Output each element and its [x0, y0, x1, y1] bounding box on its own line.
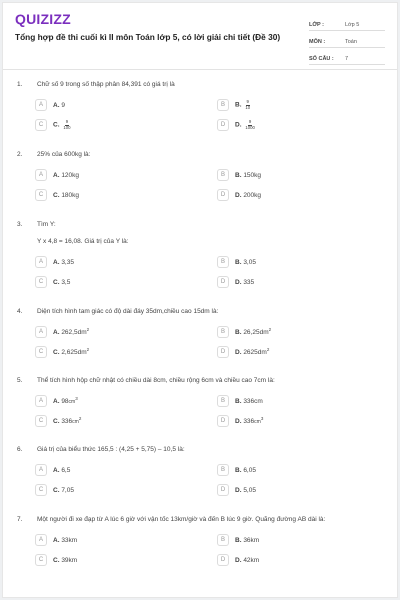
answer-option-c[interactable] [35, 188, 185, 202]
meta-key: MÔN : [309, 39, 326, 45]
option-text: B. $\frac{9}{10}$ [235, 99, 251, 110]
answer-option-a[interactable] [35, 325, 185, 339]
option-letter-box: D [217, 415, 229, 427]
option-letter-box: A [35, 464, 47, 476]
question-number: 6. [17, 446, 23, 453]
option-letter-box: B [217, 99, 229, 111]
fraction: $\frac{9}{1000}$ [245, 119, 255, 130]
worksheet-meta [309, 15, 385, 66]
question-text: Một người đi xe đạp từ A lúc 6 giờ với vận tốc 13km/giờ và đến B lúc 9 giờ. Quãng đường AB dài là: [37, 516, 326, 523]
answer-option-c[interactable] [35, 483, 185, 497]
option-text: B. 6,05 [235, 466, 256, 474]
option-text: B. 36km [235, 536, 260, 544]
fraction: $\frac{9}{10}$ [245, 99, 251, 110]
option-letter-box: D [217, 189, 229, 201]
answer-option-b[interactable] [217, 255, 367, 269]
question-subtext: Y x 4,8 = 16,08. Giá trị của Y là: [37, 238, 129, 245]
option-text: C. 7,05 [53, 486, 74, 494]
option-text: D. 42km [235, 556, 260, 564]
meta-value: Toán [345, 39, 357, 45]
option-letter-box: A [35, 395, 47, 407]
question-number: 1. [17, 81, 23, 88]
question-text: Tìm Y: [37, 221, 56, 228]
option-letter-box: D [217, 346, 229, 358]
option-letter-box: B [217, 464, 229, 476]
option-letter-box: D [217, 554, 229, 566]
answer-option-a[interactable] [35, 255, 185, 269]
answer-option-b[interactable] [217, 463, 367, 477]
option-letter-box: C [35, 276, 47, 288]
option-text: D. $\frac{9}{1000}$ [235, 119, 255, 130]
question-text: 25% của 600kg là: [37, 151, 91, 158]
option-text: C. 3,5 [53, 278, 71, 286]
answer-option-a[interactable] [35, 533, 185, 547]
question-number: 5. [17, 377, 23, 384]
option-letter-box: C [35, 415, 47, 427]
answer-option-d[interactable] [217, 118, 367, 132]
option-text: C. $2,625dm^2$ [53, 347, 90, 357]
question-text: Giá trị của biểu thức 165,5 : (4,25 + 5,75) – 10,5 là: [37, 446, 185, 453]
question-number: 4. [17, 308, 23, 315]
option-text: C. $\frac{9}{100}$ [53, 119, 71, 130]
meta-row-count [309, 49, 385, 65]
option-letter-box: D [217, 119, 229, 131]
option-text: A. 9 [53, 101, 65, 109]
option-letter-box: A [35, 99, 47, 111]
answer-option-a[interactable] [35, 394, 185, 408]
option-text: A. $262,5dm^2$ [53, 327, 90, 337]
option-letter-box: B [217, 256, 229, 268]
answer-option-b[interactable] [217, 394, 367, 408]
answer-option-b[interactable] [217, 168, 367, 182]
answer-option-a[interactable] [35, 98, 185, 112]
header-divider [3, 69, 397, 70]
meta-value: 7 [345, 56, 349, 62]
worksheet-title: Tổng hợp đề thi cuối kì II môn Toán lớp 5, có lời giải chi tiết (Đề 30) [15, 32, 281, 42]
option-text: A. 33km [53, 536, 78, 544]
answer-option-c[interactable] [35, 275, 185, 289]
option-text: C. 180kg [53, 191, 80, 199]
option-text: C. $336cm^2$ [53, 416, 82, 426]
question-text: Chữ số 9 trong số thập phân 84,391 có giá trị là [37, 81, 175, 88]
option-letter-box: B [217, 395, 229, 407]
option-text: B. $26,25dm^2$ [235, 327, 272, 337]
answer-option-c[interactable] [35, 345, 185, 359]
option-text: A. 3,35 [53, 258, 74, 266]
option-text: A. 6,5 [53, 466, 71, 474]
option-text: D. $336cm^3$ [235, 416, 264, 426]
option-letter-box: A [35, 326, 47, 338]
worksheet-page [2, 2, 398, 598]
answer-option-b[interactable] [217, 325, 367, 339]
option-letter-box: A [35, 534, 47, 546]
answer-option-b[interactable] [217, 533, 367, 547]
answer-option-a[interactable] [35, 463, 185, 477]
answer-option-b[interactable] [217, 98, 367, 112]
quizizz-logo: QUIZIZZ [15, 11, 71, 27]
option-letter-box: B [217, 169, 229, 181]
option-text: A. $98cm^3$ [53, 396, 78, 406]
answer-option-d[interactable] [217, 345, 367, 359]
option-letter-box: B [217, 534, 229, 546]
option-letter-box: C [35, 554, 47, 566]
option-letter-box: C [35, 189, 47, 201]
meta-key: LỚP : [309, 22, 324, 28]
option-letter-box: D [217, 276, 229, 288]
option-letter-box: C [35, 484, 47, 496]
meta-value: Lớp 5 [345, 22, 360, 28]
option-text: B. 150kg [235, 171, 262, 179]
option-letter-box: B [217, 326, 229, 338]
option-letter-box: C [35, 119, 47, 131]
answer-option-d[interactable] [217, 553, 367, 567]
option-text: D. 200kg [235, 191, 262, 199]
answer-option-c[interactable] [35, 553, 185, 567]
answer-option-d[interactable] [217, 275, 367, 289]
option-text: A. 120kg [53, 171, 80, 179]
meta-row-grade [309, 15, 385, 31]
option-text: D. 5,05 [235, 486, 256, 494]
answer-option-d[interactable] [217, 483, 367, 497]
question-text: Thể tích hình hộp chữ nhật có chiều dài 8cm, chiều rộng 6cm và chiều cao 7cm là: [37, 377, 275, 384]
option-letter-box: D [217, 484, 229, 496]
option-text: D. 335 [235, 278, 255, 286]
option-text: C. 39km [53, 556, 78, 564]
option-letter-box: A [35, 169, 47, 181]
fraction: $\frac{9}{100}$ [63, 119, 71, 130]
question-number: 7. [17, 516, 23, 523]
meta-row-subject [309, 32, 385, 48]
answer-option-d[interactable] [217, 414, 367, 428]
option-text: B. 336cm [235, 397, 263, 405]
question-number: 2. [17, 151, 23, 158]
option-letter-box: A [35, 256, 47, 268]
answer-option-c[interactable] [35, 118, 185, 132]
worksheet-header [3, 3, 397, 69]
option-text: B. 3,05 [235, 258, 256, 266]
question-number: 3. [17, 221, 23, 228]
question-text: Diện tích hình tam giác có độ dài đáy 35dm,chiều cao 15dm là: [37, 308, 219, 315]
option-letter-box: C [35, 346, 47, 358]
answer-option-c[interactable] [35, 414, 185, 428]
answer-option-d[interactable] [217, 188, 367, 202]
meta-key: SỐ CÂU : [309, 56, 334, 62]
option-text: D. $2625dm^2$ [235, 347, 270, 357]
answer-option-a[interactable] [35, 168, 185, 182]
